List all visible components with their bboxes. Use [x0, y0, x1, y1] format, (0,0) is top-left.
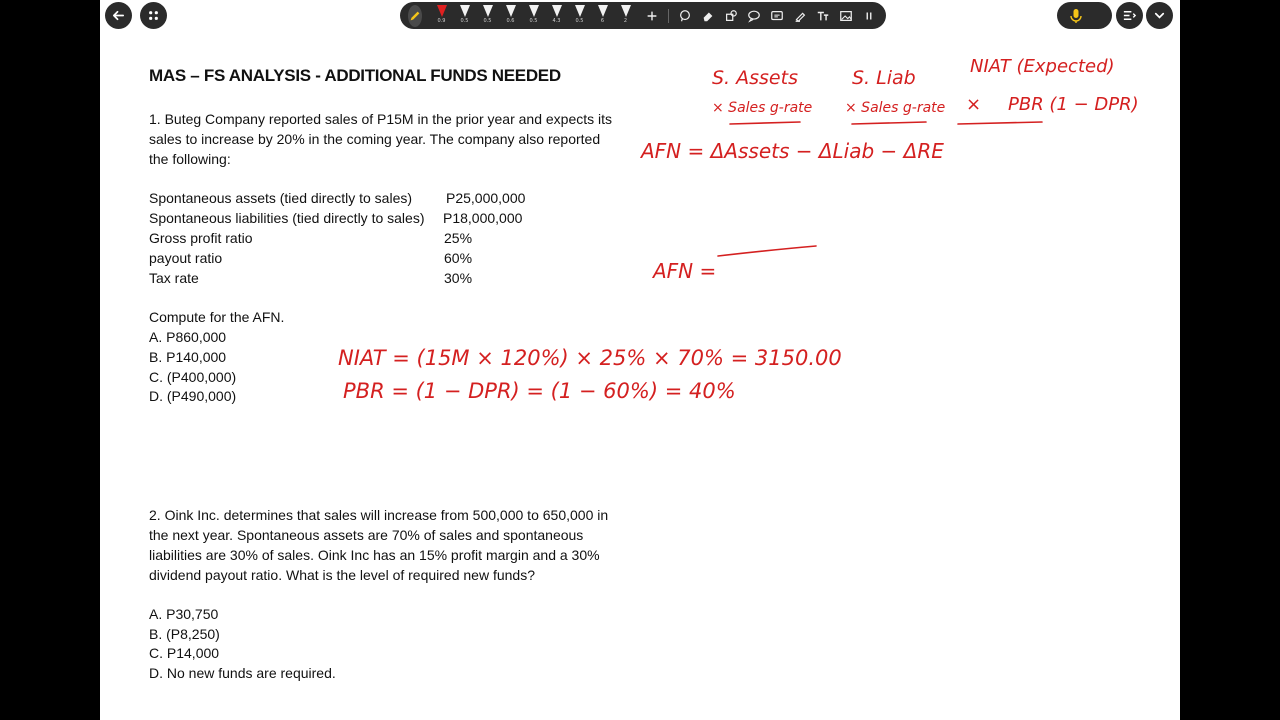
ink-sales-g-rate: × Sales g-rate: [845, 100, 946, 116]
q1-item-value: 60%: [444, 250, 473, 266]
q2-choice: A. P30,750: [149, 606, 219, 622]
page-title: MAS – FS ANALYSIS - ADDITIONAL FUNDS NEEDED: [149, 66, 561, 85]
pen-size-label: 6: [600, 18, 605, 24]
pen-size-label: 0.6: [506, 18, 515, 24]
pen-size-label: 0.5: [529, 18, 538, 24]
ink-underline: [958, 122, 1042, 124]
q1-choice: C. (P400,000): [149, 369, 237, 385]
ink-pbr: PBR (1 − DPR): [1008, 94, 1139, 115]
q1-choice: D. (P490,000): [149, 388, 237, 404]
pen-size-label: 0.5: [483, 18, 492, 24]
q1-item-label: payout ratio: [149, 250, 223, 266]
pen-size-label: 0.5: [575, 18, 584, 24]
ink-s-assets: S. Assets: [712, 67, 798, 89]
ink-underline: [730, 122, 800, 124]
ink-times: ×: [966, 94, 982, 115]
pen-size-label: 0.5: [460, 18, 469, 24]
ink-blank-line: [718, 246, 816, 256]
q1-item-label: Spontaneous liabilities (tied directly to sales): [149, 210, 425, 226]
ink-s-liab: S. Liab: [852, 67, 916, 89]
question-1-text: 1. Buteg Company reported sales of P15M in the prior year and expects its sales to increase by 20% in the coming year. The company also reported the following:: [149, 111, 613, 167]
pen-size-label: 2: [623, 18, 628, 24]
pen-size-label: 0.9: [437, 18, 446, 24]
ink-afn-formula: AFN = ΔAssets − ΔLiab − ΔRE: [641, 139, 944, 163]
ink-sales-g-rate: × Sales g-rate: [712, 100, 813, 116]
q1-item-value: 25%: [444, 230, 473, 246]
question-2-text: 2. Oink Inc. determines that sales will increase from 500,000 to 650,000 in the next year. Spontaneous assets are 70% of sales and spontaneous liabilities are 30% of sales. Oink Inc has an 15% profit margin and a 30% dividend payout ratio. What is the level of required new funds?: [149, 507, 609, 583]
q2-choice: C. P14,000: [149, 645, 220, 661]
q1-item-label: Tax rate: [149, 270, 199, 286]
q2-choice: D. No new funds are required.: [149, 665, 336, 681]
q1-item-value: P25,000,000: [446, 190, 526, 206]
ink-afn-blank: AFN =: [653, 259, 717, 283]
q1-item-label: Gross profit ratio: [149, 230, 253, 246]
q1-choice: B. P140,000: [149, 349, 227, 365]
ink-pbr-calc: PBR = (1 − DPR) = (1 − 60%) = 40%: [343, 379, 736, 403]
q1-item-value: 30%: [444, 270, 473, 286]
q2-choice: B. (P8,250): [149, 626, 220, 642]
ink-niat-expected: NIAT (Expected): [970, 56, 1115, 77]
pen-size-label: 4.3: [552, 18, 561, 24]
q1-item-label: Spontaneous assets (tied directly to sales): [149, 190, 413, 206]
ink-niat-calc: NIAT = (15M × 120%) × 25% × 70% = 3150.00: [338, 346, 842, 370]
q1-choice: A. P860,000: [149, 329, 227, 345]
ink-underline: [852, 122, 926, 124]
q1-prompt: Compute for the AFN.: [149, 309, 285, 325]
q1-item-value: P18,000,000: [443, 210, 523, 226]
